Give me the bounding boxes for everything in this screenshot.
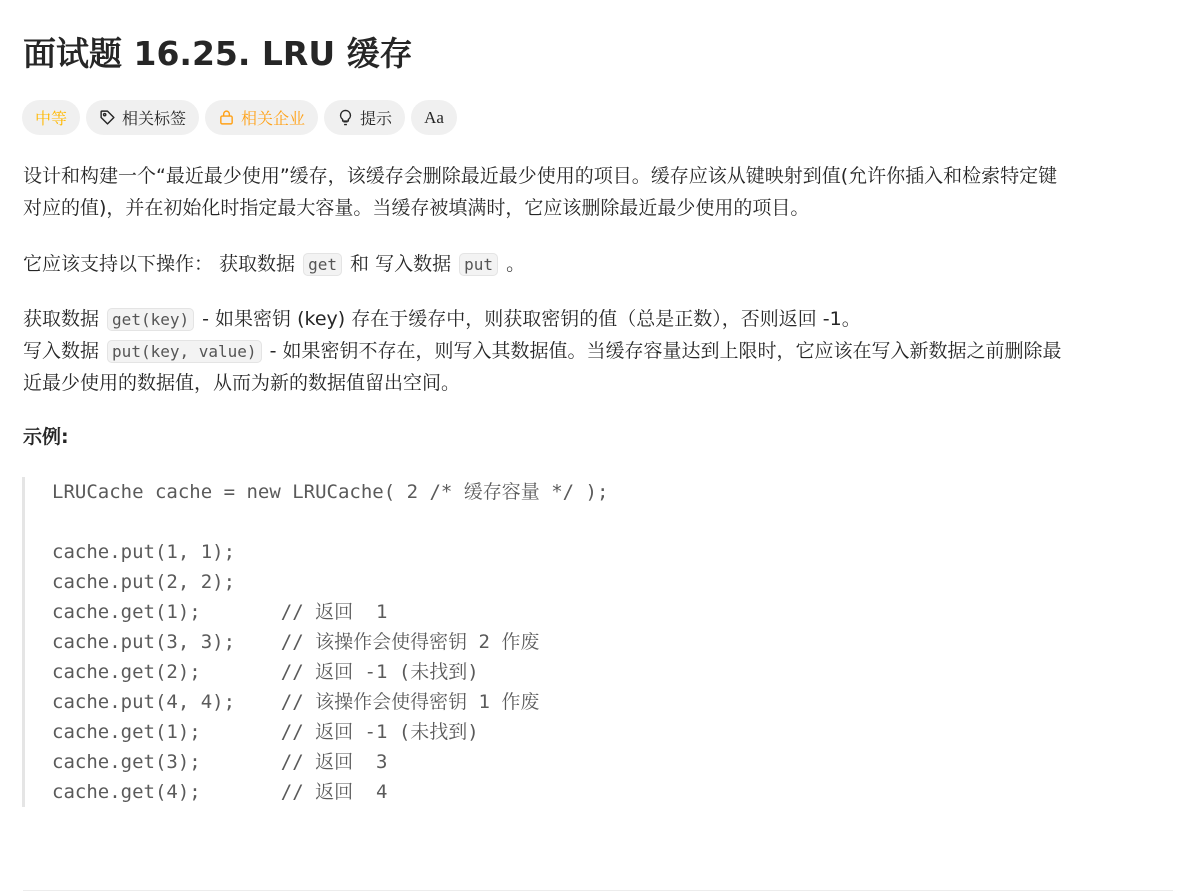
get-desc-prefix: 获取数据	[23, 308, 106, 330]
operations-paragraph	[23, 248, 525, 281]
related-companies-button[interactable]	[205, 100, 318, 135]
code-line: cache.put(4, 4); // 该操作会使得密钥 1 作废	[52, 691, 540, 713]
bottom-divider	[23, 890, 1173, 891]
operations-suffix: 。	[500, 253, 526, 275]
related-tags-label: 相关标签	[122, 109, 187, 128]
operations-prefix: 它应该支持以下操作： 获取数据	[23, 253, 302, 275]
put-description-line-2: 近最少使用的数据值，从而为新的数据值留出空间。	[23, 372, 461, 394]
code-line: cache.put(2, 2);	[52, 571, 236, 593]
hint-button[interactable]	[324, 100, 405, 135]
difficulty-badge[interactable]: 中等	[22, 100, 80, 135]
get-description	[23, 303, 861, 336]
get-desc-suffix: - 如果密钥 (key) 存在于缓存中，则获取密钥的值（总是正数），否则返回 -1。	[196, 308, 861, 330]
translate-icon: Aa	[424, 107, 444, 127]
example-label: 示例:	[23, 426, 69, 448]
related-companies-label: 相关企业	[241, 109, 306, 128]
put-description	[23, 335, 1062, 368]
code-line: cache.get(3); // 返回 3	[52, 751, 388, 773]
related-tags-button[interactable]	[86, 100, 199, 135]
code-line: cache.put(1, 1);	[52, 541, 236, 563]
problem-title: 面试题 16.25. LRU 缓存	[23, 34, 413, 73]
lock-icon	[218, 109, 235, 126]
operations-mid: 和 写入数据	[344, 253, 458, 275]
code-line: LRUCache cache = new LRUCache( 2 /* 缓存容量 */ );	[52, 481, 609, 503]
description-line-1: 设计和构建一个“最近最少使用”缓存，该缓存会删除最近最少使用的项目。缓存应该从键映射到值(允许你插入和检索特定键	[23, 165, 1058, 187]
description-line-2: 对应的值)，并在初始化时指定最大容量。当缓存被填满时，它应该删除最近最少使用的项目。	[23, 197, 810, 219]
get-code: get	[303, 253, 342, 276]
translate-button[interactable]	[411, 100, 457, 135]
tag-bar	[22, 100, 457, 135]
code-line: cache.put(3, 3); // 该操作会使得密钥 2 作废	[52, 631, 540, 653]
put-desc-prefix: 写入数据	[23, 340, 106, 362]
put-desc-suffix: - 如果密钥不存在，则写入其数据值。当缓存容量达到上限时，它应该在写入新数据之前删除最	[263, 340, 1062, 362]
code-line: cache.get(1); // 返回 1	[52, 601, 388, 623]
put-key-value-code: put(key, value)	[107, 340, 262, 363]
example-code-block	[22, 477, 1172, 807]
hint-label: 提示	[360, 109, 393, 128]
code-line: cache.get(1); // 返回 -1 (未找到)	[52, 721, 479, 743]
tag-icon	[99, 109, 116, 126]
get-key-code: get(key)	[107, 308, 194, 331]
code-line: cache.get(2); // 返回 -1 (未找到)	[52, 661, 479, 683]
put-code: put	[459, 253, 498, 276]
code-line: cache.get(4); // 返回 4	[52, 781, 388, 803]
lightbulb-icon	[337, 109, 354, 126]
